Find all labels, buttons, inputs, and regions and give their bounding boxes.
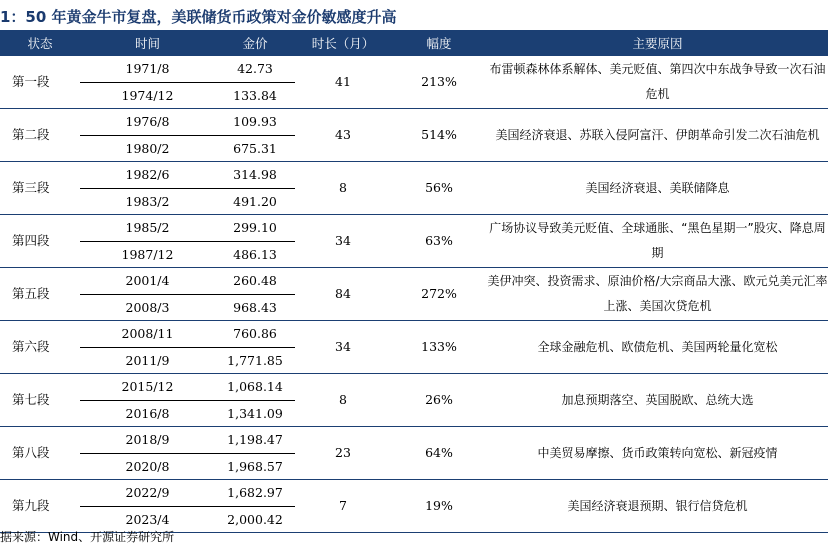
change-cell: 213% bbox=[391, 56, 487, 109]
table-row bbox=[0, 427, 828, 454]
table-row bbox=[0, 480, 828, 507]
end-time-cell: 1974/12 bbox=[80, 82, 215, 109]
column-header-reason: 主要原因 bbox=[487, 30, 828, 56]
change-cell: 56% bbox=[391, 162, 487, 215]
duration-cell: 34 bbox=[295, 215, 391, 268]
end-price-cell: 486.13 bbox=[215, 241, 295, 268]
end-price-cell: 133.84 bbox=[215, 82, 295, 109]
reason-cell: 中美贸易摩擦、货币政策转向宽松、新冠疫情 bbox=[487, 427, 828, 480]
duration-cell: 8 bbox=[295, 162, 391, 215]
reason-cell: 美国经济衰退、苏联入侵阿富汗、伊朗革命引发二次石油危机 bbox=[487, 109, 828, 162]
stage-cell: 第四段 bbox=[0, 215, 80, 268]
start-price-cell: 109.93 bbox=[215, 109, 295, 136]
table-row bbox=[0, 56, 828, 82]
change-cell: 63% bbox=[391, 215, 487, 268]
stage-cell: 第二段 bbox=[0, 109, 80, 162]
duration-cell: 84 bbox=[295, 268, 391, 321]
stage-cell: 第一段 bbox=[0, 56, 80, 109]
table-row bbox=[0, 215, 828, 242]
end-time-cell: 1983/2 bbox=[80, 188, 215, 215]
start-price-cell: 299.10 bbox=[215, 215, 295, 242]
change-cell: 133% bbox=[391, 321, 487, 374]
duration-cell: 43 bbox=[295, 109, 391, 162]
stage-cell: 第八段 bbox=[0, 427, 80, 480]
stage-cell: 第九段 bbox=[0, 480, 80, 533]
column-header-status: 状态 bbox=[0, 30, 80, 56]
reason-cell: 广场协议导致美元贬值、全球通胀、“黑色星期一”股灾、降息周期 bbox=[487, 215, 828, 268]
start-price-cell: 42.73 bbox=[215, 56, 295, 82]
end-time-cell: 1987/12 bbox=[80, 241, 215, 268]
column-header-duration: 时长（月） bbox=[295, 30, 391, 56]
duration-cell: 8 bbox=[295, 374, 391, 427]
table-row bbox=[0, 321, 828, 348]
end-price-cell: 1,771.85 bbox=[215, 347, 295, 374]
table-row bbox=[0, 374, 828, 401]
duration-cell: 23 bbox=[295, 427, 391, 480]
change-cell: 19% bbox=[391, 480, 487, 533]
stage-cell: 第七段 bbox=[0, 374, 80, 427]
end-time-cell: 1980/2 bbox=[80, 135, 215, 162]
start-price-cell: 1,068.14 bbox=[215, 374, 295, 401]
change-cell: 514% bbox=[391, 109, 487, 162]
start-price-cell: 1,682.97 bbox=[215, 480, 295, 507]
duration-cell: 41 bbox=[295, 56, 391, 109]
column-header-change: 幅度 bbox=[391, 30, 487, 56]
stage-cell: 第三段 bbox=[0, 162, 80, 215]
reason-cell: 美国经济衰退、美联储降息 bbox=[487, 162, 828, 215]
table-row bbox=[0, 268, 828, 295]
reason-cell: 美伊冲突、投资需求、原油价格/大宗商品大涨、欧元兑美元汇率上涨、美国次贷危机 bbox=[487, 268, 828, 321]
start-time-cell: 2008/11 bbox=[80, 321, 215, 348]
end-time-cell: 2008/3 bbox=[80, 294, 215, 321]
start-time-cell: 1985/2 bbox=[80, 215, 215, 242]
column-header-price: 金价 bbox=[215, 30, 295, 56]
start-time-cell: 2015/12 bbox=[80, 374, 215, 401]
start-time-cell: 2001/4 bbox=[80, 268, 215, 295]
column-header-time: 时间 bbox=[80, 30, 215, 56]
end-price-cell: 675.31 bbox=[215, 135, 295, 162]
table-header-row bbox=[0, 30, 828, 56]
start-time-cell: 2022/9 bbox=[80, 480, 215, 507]
stage-cell: 第五段 bbox=[0, 268, 80, 321]
gold-bull-market-table bbox=[0, 30, 828, 533]
start-price-cell: 1,198.47 bbox=[215, 427, 295, 454]
reason-cell: 布雷顿森林体系解体、美元贬值、第四次中东战争导致一次石油危机 bbox=[487, 56, 828, 109]
change-cell: 64% bbox=[391, 427, 487, 480]
duration-cell: 34 bbox=[295, 321, 391, 374]
start-price-cell: 314.98 bbox=[215, 162, 295, 189]
source-note: 据来源：Wind、开源证券研究所 bbox=[0, 530, 175, 544]
end-time-cell: 2020/8 bbox=[80, 453, 215, 480]
start-time-cell: 1976/8 bbox=[80, 109, 215, 136]
end-price-cell: 2,000.42 bbox=[215, 506, 295, 533]
start-price-cell: 760.86 bbox=[215, 321, 295, 348]
reason-cell: 美国经济衰退预期、银行信贷危机 bbox=[487, 480, 828, 533]
start-time-cell: 2018/9 bbox=[80, 427, 215, 454]
end-time-cell: 2016/8 bbox=[80, 400, 215, 427]
end-price-cell: 968.43 bbox=[215, 294, 295, 321]
duration-cell: 7 bbox=[295, 480, 391, 533]
change-cell: 272% bbox=[391, 268, 487, 321]
table-row bbox=[0, 109, 828, 136]
table-row bbox=[0, 162, 828, 189]
end-time-cell: 2011/9 bbox=[80, 347, 215, 374]
end-price-cell: 1,968.57 bbox=[215, 453, 295, 480]
end-price-cell: 1,341.09 bbox=[215, 400, 295, 427]
reason-cell: 加息预期落空、英国脱欧、总统大选 bbox=[487, 374, 828, 427]
table-body bbox=[0, 56, 828, 533]
table-title: 1：50 年黄金牛市复盘，美联储货币政策对金价敏感度升高 bbox=[0, 8, 397, 26]
start-price-cell: 260.48 bbox=[215, 268, 295, 295]
change-cell: 26% bbox=[391, 374, 487, 427]
reason-cell: 全球金融危机、欧债危机、美国两轮量化宽松 bbox=[487, 321, 828, 374]
end-price-cell: 491.20 bbox=[215, 188, 295, 215]
start-time-cell: 1971/8 bbox=[80, 56, 215, 82]
start-time-cell: 1982/6 bbox=[80, 162, 215, 189]
end-time-cell: 2023/4 bbox=[80, 506, 215, 533]
stage-cell: 第六段 bbox=[0, 321, 80, 374]
